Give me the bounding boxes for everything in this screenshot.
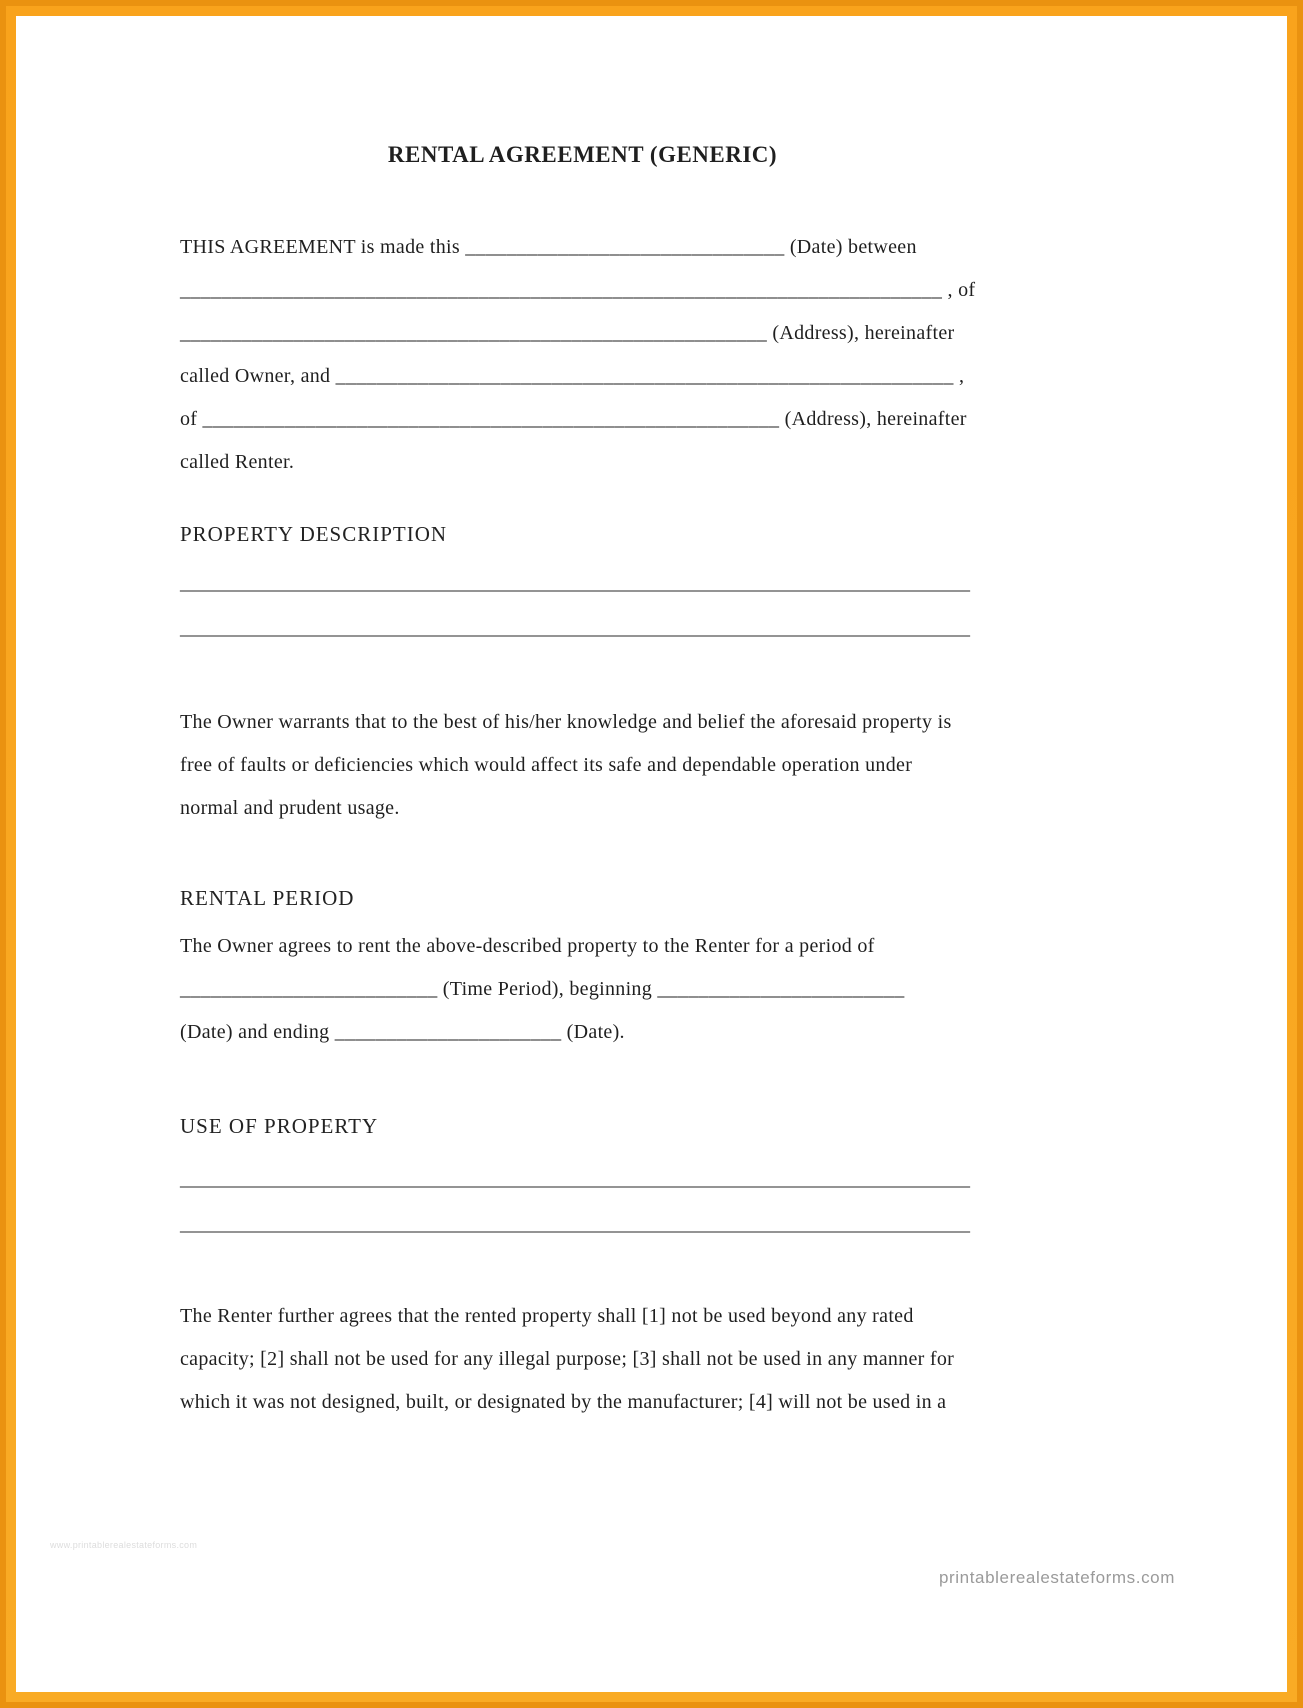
fill-in-blank-line: _______________________________________________________________________________ bbox=[180, 617, 970, 639]
renter-terms-line: The Renter further agrees that the rented property shall [1] not be used beyond any rated bbox=[180, 1305, 914, 1327]
fill-in-blank-line: _______________________________________________________________________________ bbox=[180, 1213, 970, 1235]
rental-period-paragraph bbox=[180, 925, 1167, 1054]
use-of-property-blanks bbox=[180, 1157, 1167, 1247]
warranty-paragraph bbox=[180, 701, 1167, 830]
intro-line: _________________________________________________________ (Address), hereinafter bbox=[180, 322, 955, 344]
document-page bbox=[16, 16, 1287, 1692]
rental-period-line: (Date) and ending ______________________ (Date). bbox=[180, 1021, 625, 1043]
warranty-line: The Owner warrants that to the best of his/her knowledge and belief the aforesaid property is bbox=[180, 711, 952, 733]
intro-line: called Renter. bbox=[180, 451, 295, 473]
intro-line: of ________________________________________________________ (Address), hereinafter bbox=[180, 408, 967, 430]
rental-period-line: The Owner agrees to rent the above-described property to the Renter for a period of bbox=[180, 935, 875, 957]
warranty-line: normal and prudent usage. bbox=[180, 797, 400, 819]
renter-terms-line: capacity; [2] shall not be used for any illegal purpose; [3] shall not be used in any manner for bbox=[180, 1348, 955, 1370]
intro-line: __________________________________________________________________________ , of bbox=[180, 279, 976, 301]
warranty-line: free of faults or deficiencies which would affect its safe and dependable operation under bbox=[180, 754, 913, 776]
intro-line: called Owner, and ____________________________________________________________ , bbox=[180, 365, 965, 387]
rental-period-heading: RENTAL PERIOD bbox=[180, 886, 355, 910]
property-description-blanks bbox=[180, 561, 1167, 651]
watermark-text: www.printablerealestateforms.com bbox=[50, 1540, 198, 1550]
document-title: RENTAL AGREEMENT (GENERIC) bbox=[387, 142, 778, 167]
agreement-intro bbox=[180, 226, 1167, 484]
intro-line: THIS AGREEMENT is made this _______________________________ (Date) between bbox=[180, 236, 917, 258]
renter-terms-paragraph bbox=[180, 1295, 1167, 1424]
property-description-heading: PROPERTY DESCRIPTION bbox=[180, 522, 448, 546]
renter-terms-line: which it was not designed, built, or designated by the manufacturer; [4] will not be used in a bbox=[180, 1391, 947, 1413]
use-of-property-heading: USE OF PROPERTY bbox=[180, 1114, 379, 1138]
fill-in-blank-line: _______________________________________________________________________________ bbox=[180, 1168, 970, 1190]
rental-period-line: _________________________ (Time Period), beginning ________________________ bbox=[180, 978, 905, 1000]
footer-site-name: printablerealestateforms.com bbox=[938, 1568, 1175, 1587]
fill-in-blank-line: _______________________________________________________________________________ bbox=[180, 572, 970, 594]
